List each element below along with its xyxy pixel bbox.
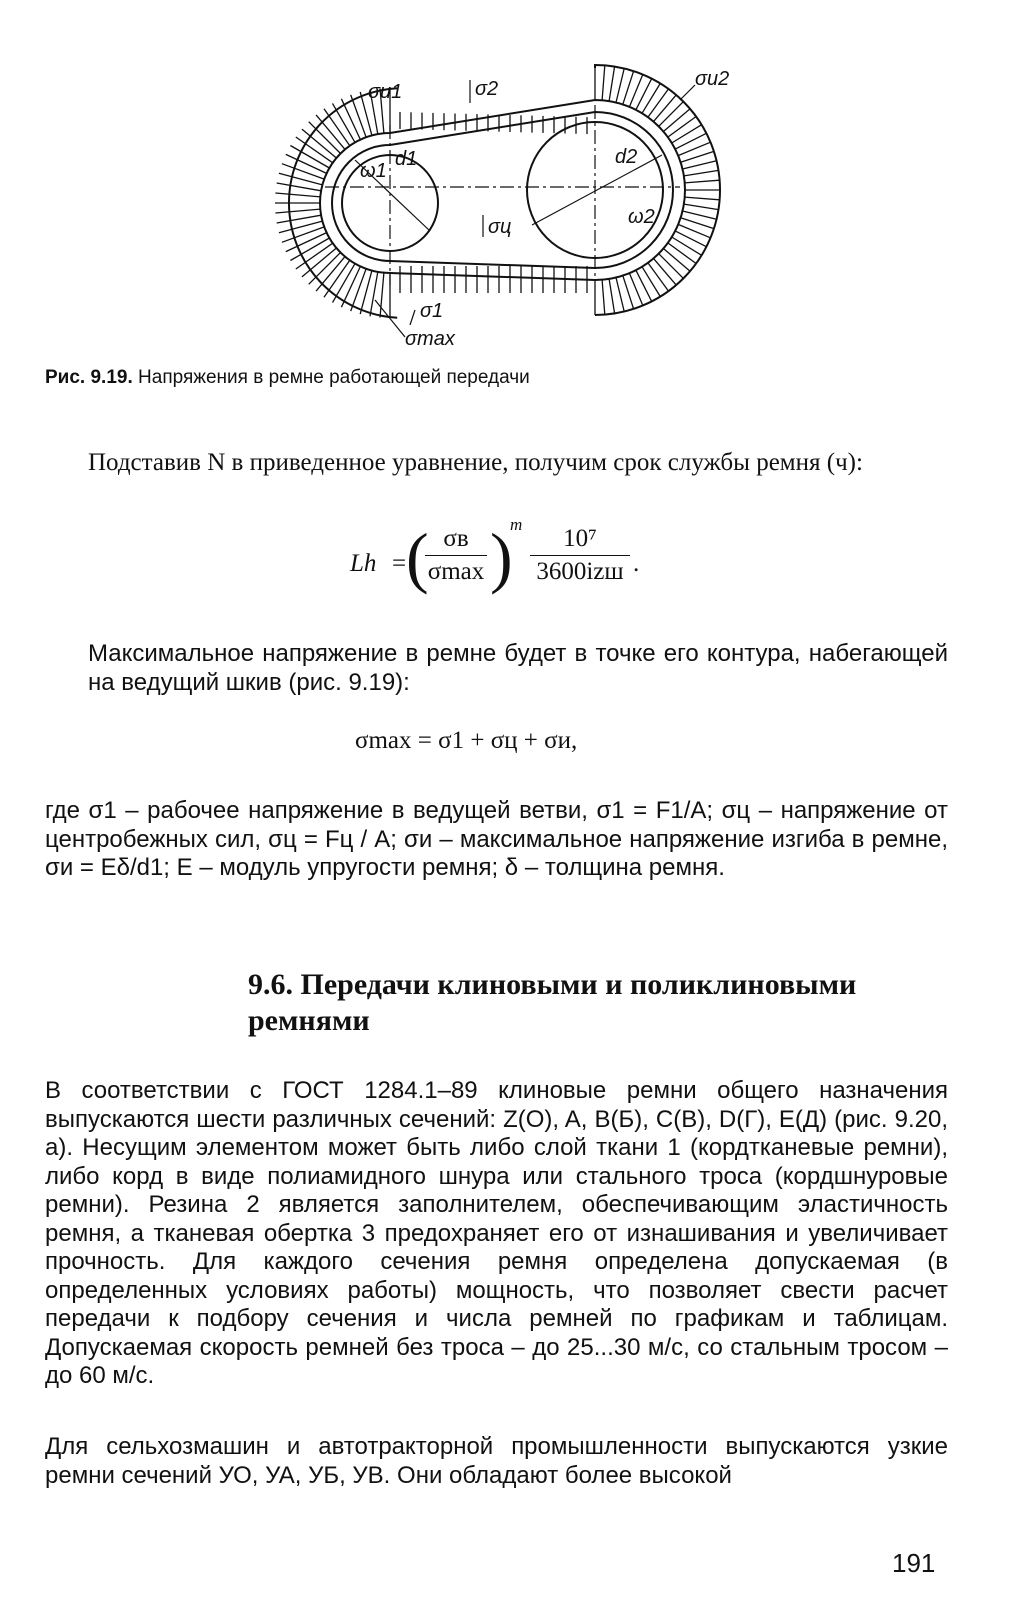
section-heading: 9.6. Передачи клиновыми и поликлиновыми ремнями xyxy=(248,968,857,1037)
hatch-line xyxy=(642,267,660,297)
hatch-line xyxy=(672,237,702,255)
fraction-numerator-1: σв xyxy=(443,525,469,552)
label-sigma-1: σ1 xyxy=(420,300,444,322)
where-paragraph: где σ1 – рабочее напряжение в ведущей ветви, σ1 = F1/A; σц – напряжение от центробежных сил, σц = Fц / A; σи – максимальное напряжение изгиба в ремне, σи = Eδ/d1; E – модуль упругости ремня; δ – толщина ремня. xyxy=(45,797,948,881)
hatch-line xyxy=(683,161,717,169)
hatch-line xyxy=(668,117,696,138)
hatch-line xyxy=(275,193,320,197)
fraction-denominator-1: σmax xyxy=(427,558,485,585)
hatch-line xyxy=(602,65,605,100)
hatch-line xyxy=(279,173,323,185)
hatch-line xyxy=(286,154,327,173)
hatch-line xyxy=(602,280,605,315)
stress-hatching xyxy=(275,65,720,318)
formula-right-paren: ) xyxy=(490,519,513,595)
hatch-line xyxy=(282,164,324,179)
hatch-line xyxy=(277,215,321,223)
hatch-line xyxy=(286,233,327,252)
hatch-line xyxy=(370,272,378,316)
hatch-line xyxy=(659,102,684,127)
formula-period: . xyxy=(633,550,640,577)
hatch-line xyxy=(351,269,366,311)
label-sigma-i1: σи1 xyxy=(368,81,403,103)
hatch-line xyxy=(636,79,652,110)
hatch-line xyxy=(277,183,321,191)
figure-caption-text: Напряжения в ремне работающей передачи xyxy=(138,367,530,388)
fraction-numerator-2: 10⁷ xyxy=(563,525,597,552)
hatch-line xyxy=(654,95,677,122)
hatch-line xyxy=(275,209,320,213)
hatch-line xyxy=(648,89,669,117)
hatch-line xyxy=(654,258,677,285)
belt-stress-diagram xyxy=(270,55,770,355)
hatch-line xyxy=(685,180,720,183)
formula-left-paren: ( xyxy=(406,519,429,595)
cycles-fraction xyxy=(530,525,630,586)
hatch-line xyxy=(672,125,702,143)
hatch-line xyxy=(282,227,324,242)
hatch-line xyxy=(616,278,624,312)
intro-paragraph: Подставив N в приведенное уравнение, получим срок службы ремня (ч): xyxy=(88,449,863,476)
lifetime-formula xyxy=(350,515,670,615)
label-sigma-c: σц xyxy=(488,216,512,238)
hatch-line xyxy=(609,67,615,102)
hatch-line xyxy=(636,270,652,301)
hatch-line xyxy=(659,254,684,279)
fraction-bar-1 xyxy=(425,555,487,556)
hatch-line xyxy=(668,243,696,264)
fraction-bar-2 xyxy=(530,555,630,556)
label-sigma-i2: σи2 xyxy=(695,68,730,90)
hatch-line xyxy=(609,279,615,314)
label-d1: d1 xyxy=(395,148,418,170)
label-d2: d2 xyxy=(615,146,638,168)
figure-caption-number: Рис. 9.19. xyxy=(45,367,133,388)
hatch-line xyxy=(351,95,366,137)
hatch-line xyxy=(663,249,690,272)
hatch-line xyxy=(675,231,706,247)
hatch-line xyxy=(683,211,717,219)
hatch-line xyxy=(360,271,372,315)
formula-lhs: Lh xyxy=(350,550,377,577)
narrow-belts-paragraph: Для сельхозмашин и автотракторной промышленности выпускаются узкие ремни сечений УО, УА, УБ, УВ. Они обладают более высокой xyxy=(45,1433,948,1489)
hatch-line xyxy=(642,83,660,113)
stress-ratio-fraction xyxy=(425,525,487,586)
formula-exponent: m xyxy=(510,515,523,534)
hatch-line xyxy=(675,133,706,149)
gost-paragraph: В соответствии с ГОСТ 1284.1–89 клиновые ремни общего назначения выпускаются шести различных сечений: Z(O), A, B(Б), C(B), D(Г), E(Д) (рис. 9.20, а). Несущим элементом может быть либо слой ткани 1 (кордтканевые ремни), либо корд в виде полиамидного шнура или стального троса (кордшнуровые ремни). Резина 2 является заполнителем, обеспечивающим эластичность ремня, а тканевая обертка 3 предохраняет его от изнашивания и увеличивает прочность. Для каждого сечения ремня определена допускаемая (в определенных условиях работы) мощность, что позволяет свести расчет передачи к подбору сечения и числа ремней по графикам и таблицам. Допускаемая скорость ремней без троса – до 25...30 м/с, со стальным тросом – до 60 м/с. xyxy=(45,1077,948,1389)
formula-equals: = xyxy=(392,550,407,577)
hatch-line xyxy=(648,263,669,291)
hatch-line xyxy=(279,221,323,233)
label-sigma-max: σmax xyxy=(405,328,455,350)
max-stress-paragraph: Максимальное напряжение в ремне будет в точке его контура, набегающей на ведущий шкив (рис. 9.19): xyxy=(88,640,948,696)
page-number: 191 xyxy=(892,1548,936,1578)
figure-caption xyxy=(45,367,945,389)
hatch-line xyxy=(685,197,720,200)
fraction-denominator-2: 3600izш xyxy=(536,558,624,585)
hatch-line xyxy=(684,170,719,176)
hatch-line xyxy=(684,204,719,210)
label-omega-2: ω2 xyxy=(628,206,655,228)
hatch-line xyxy=(663,109,690,132)
max-stress-formula: σmax = σ1 + σц + σи, xyxy=(355,727,578,754)
label-omega-1: ω1 xyxy=(360,160,387,182)
label-sigma-2: σ2 xyxy=(475,78,499,100)
hatch-line xyxy=(616,69,624,103)
